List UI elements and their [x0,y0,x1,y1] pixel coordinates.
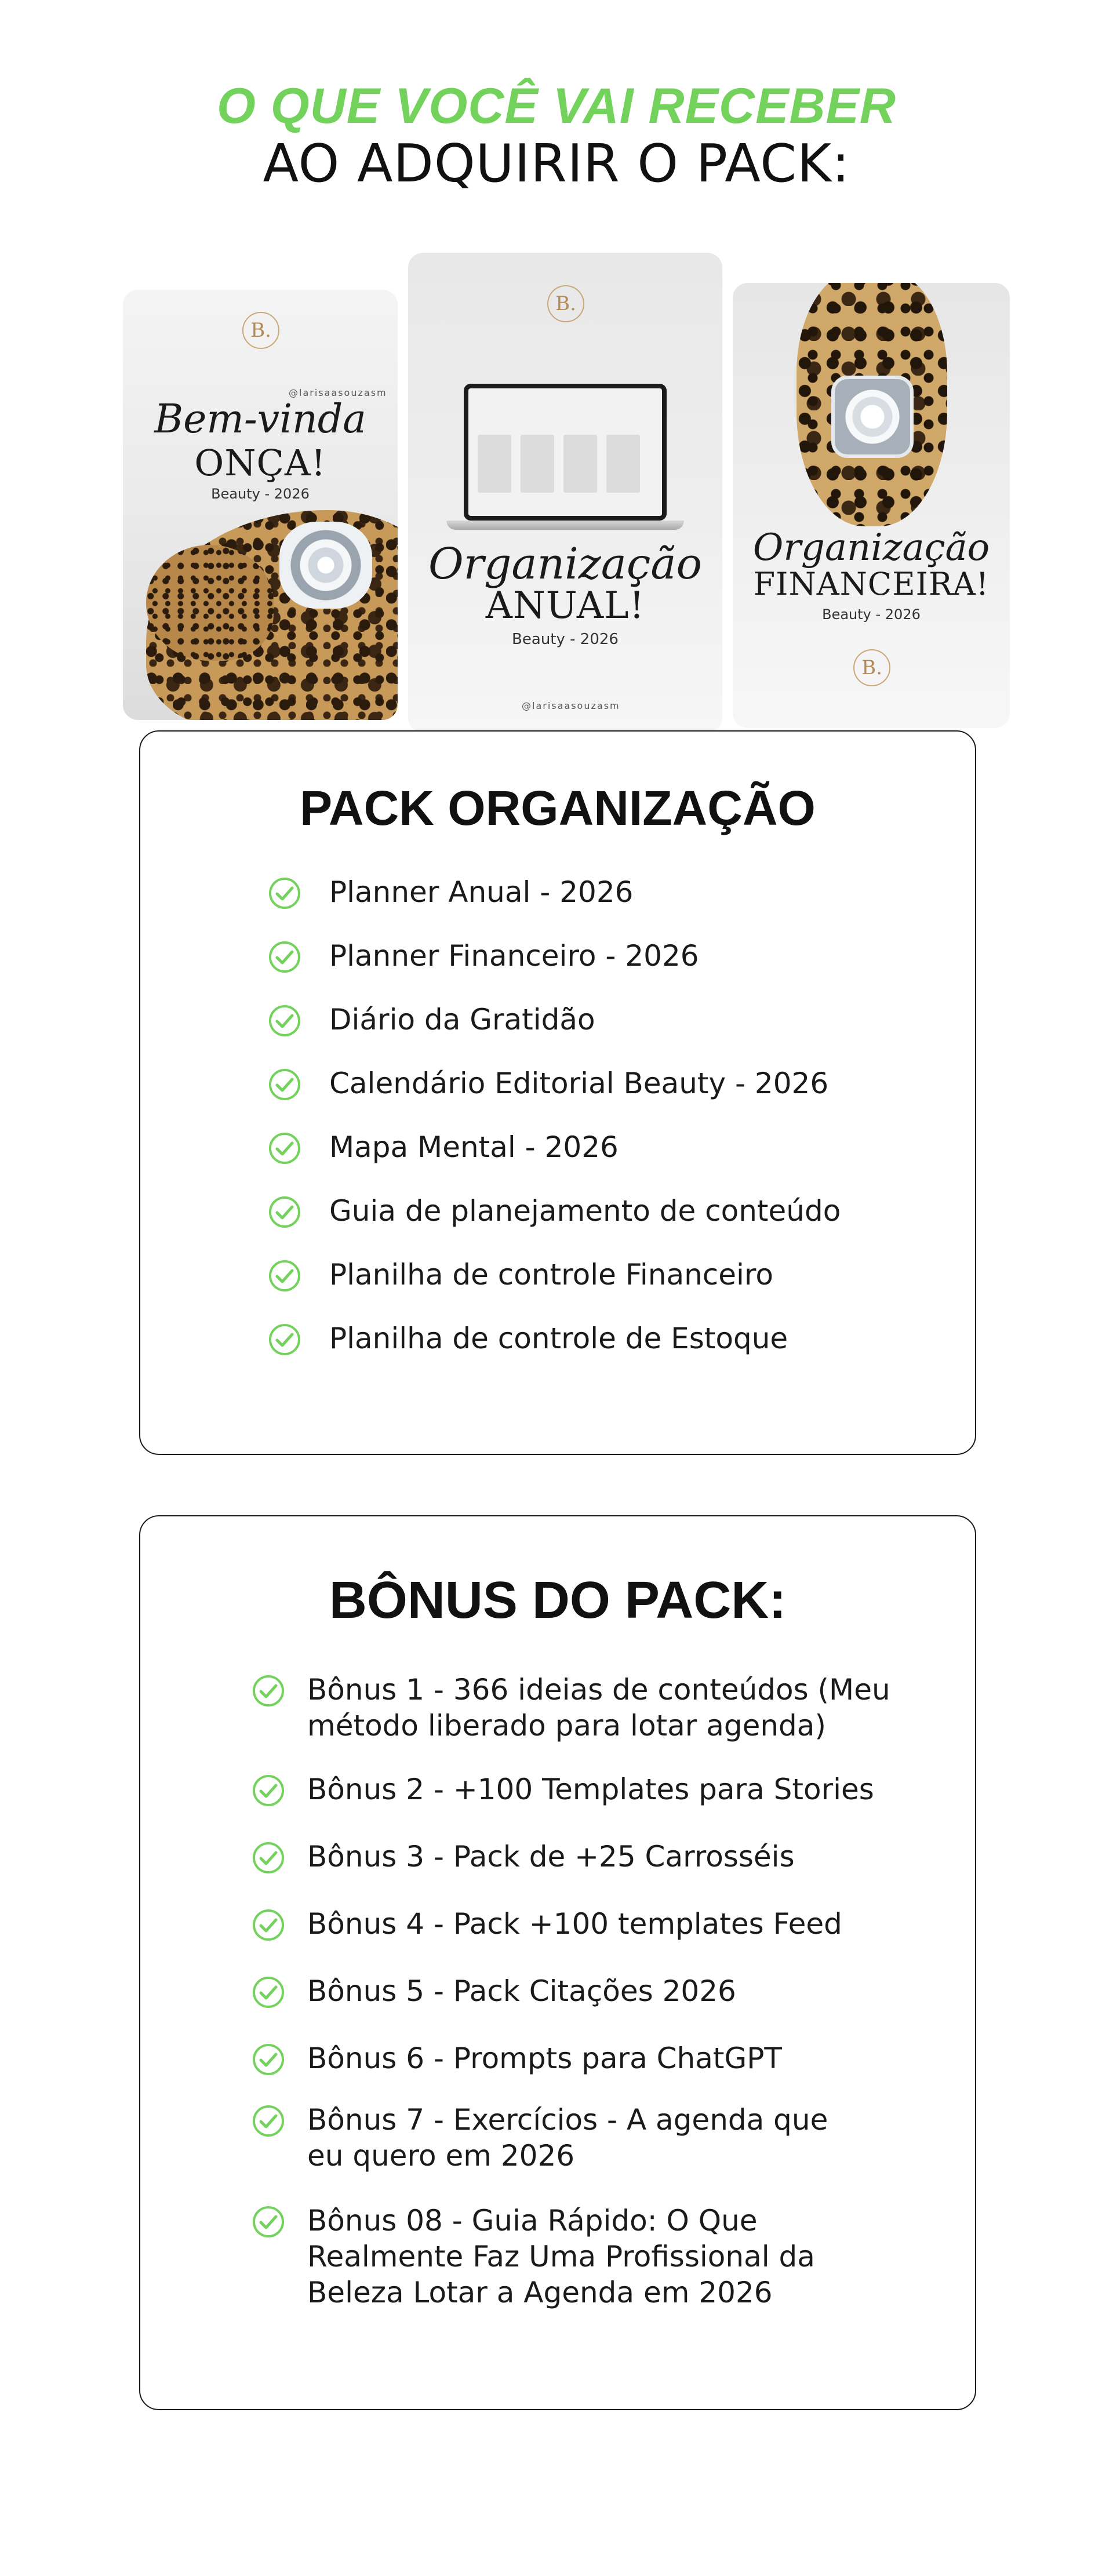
check-circle-icon [252,1674,285,1708]
check-circle-icon [268,940,301,974]
check-circle-icon [268,1068,301,1101]
monogram-logo: B. [242,312,279,349]
screen-thumbnail [521,435,554,493]
laptop-screen-content [468,388,662,516]
headline-accent: O QUE VOCÊ VAI RECEBER [216,78,897,134]
list-item-text: Bônus 1 - 366 ideias de conteúdos (Meu [307,1673,890,1707]
list-item-text: Planilha de controle de Estoque [329,1322,788,1355]
pack-title: PACK ORGANIZAÇÃO [300,781,816,835]
list-item-text: Bônus 6 - Prompts para ChatGPT [307,2042,782,2075]
list-item-text: Realmente Faz Uma Profissional da [307,2240,815,2273]
list-item-text: Mapa Mental - 2026 [329,1130,619,1164]
mockup-subline: Beauty - 2026 [211,486,310,502]
mockup-subline: Beauty - 2026 [822,606,921,623]
laptop-mockup [464,384,667,521]
check-circle-icon [268,1004,301,1038]
screen-thumbnail [563,435,597,493]
diamond-ring-image [831,376,914,458]
check-circle-icon [252,1841,285,1875]
list-item-text: Calendário Editorial Beauty - 2026 [329,1067,829,1100]
list-item-text: Bônus 5 - Pack Citações 2026 [307,1974,736,2008]
check-circle-icon [252,2043,285,2076]
check-circle-icon [252,1908,285,1942]
list-item-text: Planner Anual - 2026 [329,875,634,909]
mockup-caps-title: FINANCEIRA! [753,566,990,602]
check-circle-icon [268,1131,301,1165]
mockup-subline: Beauty - 2026 [512,631,619,648]
list-item-text: Guia de planejamento de conteúdo [329,1194,841,1228]
list-item-text: eu quero em 2026 [307,2139,575,2173]
list-item-text: Diário da Gratidão [329,1003,595,1036]
check-circle-icon [268,1259,301,1293]
pack-organizacao-card [139,730,976,1455]
mockup-bem-vinda-onca [123,290,398,720]
check-circle-icon [268,1323,301,1356]
check-circle-icon [252,1774,285,1807]
mockup-script-title: Organização [428,539,703,589]
list-item-text: Bônus 3 - Pack de +25 Carrosséis [307,1840,795,1873]
bonus-title: BÔNUS DO PACK: [329,1571,787,1629]
check-circle-icon [252,2205,285,2239]
bonus-card [139,1515,976,2410]
laptop-base [446,521,684,530]
monogram-logo: B. [547,285,584,322]
list-item-text: método liberado para lotar agenda) [307,1709,826,1742]
list-item-text: Planilha de controle Financeiro [329,1258,773,1291]
monogram-logo: B. [853,649,890,686]
mockup-organizacao-anual [408,253,722,733]
list-item-text: Bônus 08 - Guia Rápido: O Que [307,2204,758,2237]
check-circle-icon [268,876,301,910]
list-item-text: Bônus 7 - Exercícios - A agenda que [307,2103,828,2137]
mockup-caps-title: ANUAL! [485,584,645,627]
screen-thumbnail [478,435,511,493]
list-item-text: Bônus 2 - +100 Templates para Stories [307,1773,874,1806]
list-item-text: Beleza Lotar a Agenda em 2026 [307,2276,773,2309]
mockup-script-title: Bem-vinda [154,396,366,442]
list-item-text: Bônus 4 - Pack +100 templates Feed [307,1907,842,1941]
headline-subtitle: AO ADQUIRIR O PACK: [263,133,850,194]
mockup-handle: @larisaasouzasm [522,700,620,711]
mockup-caps-title: ONÇA! [194,442,326,484]
check-circle-icon [252,1975,285,2009]
screen-thumbnail [606,435,640,493]
mockup-organizacao-financeira [733,283,1010,728]
list-item-text: Planner Financeiro - 2026 [329,939,699,973]
check-circle-icon [252,2104,285,2138]
mockup-script-title: Organização [752,526,990,569]
mockup-handle: @larisaasouzasm [289,387,387,398]
leopard-head-image [146,545,274,661]
check-circle-icon [268,1195,301,1229]
diamond-collar-image [279,522,372,609]
